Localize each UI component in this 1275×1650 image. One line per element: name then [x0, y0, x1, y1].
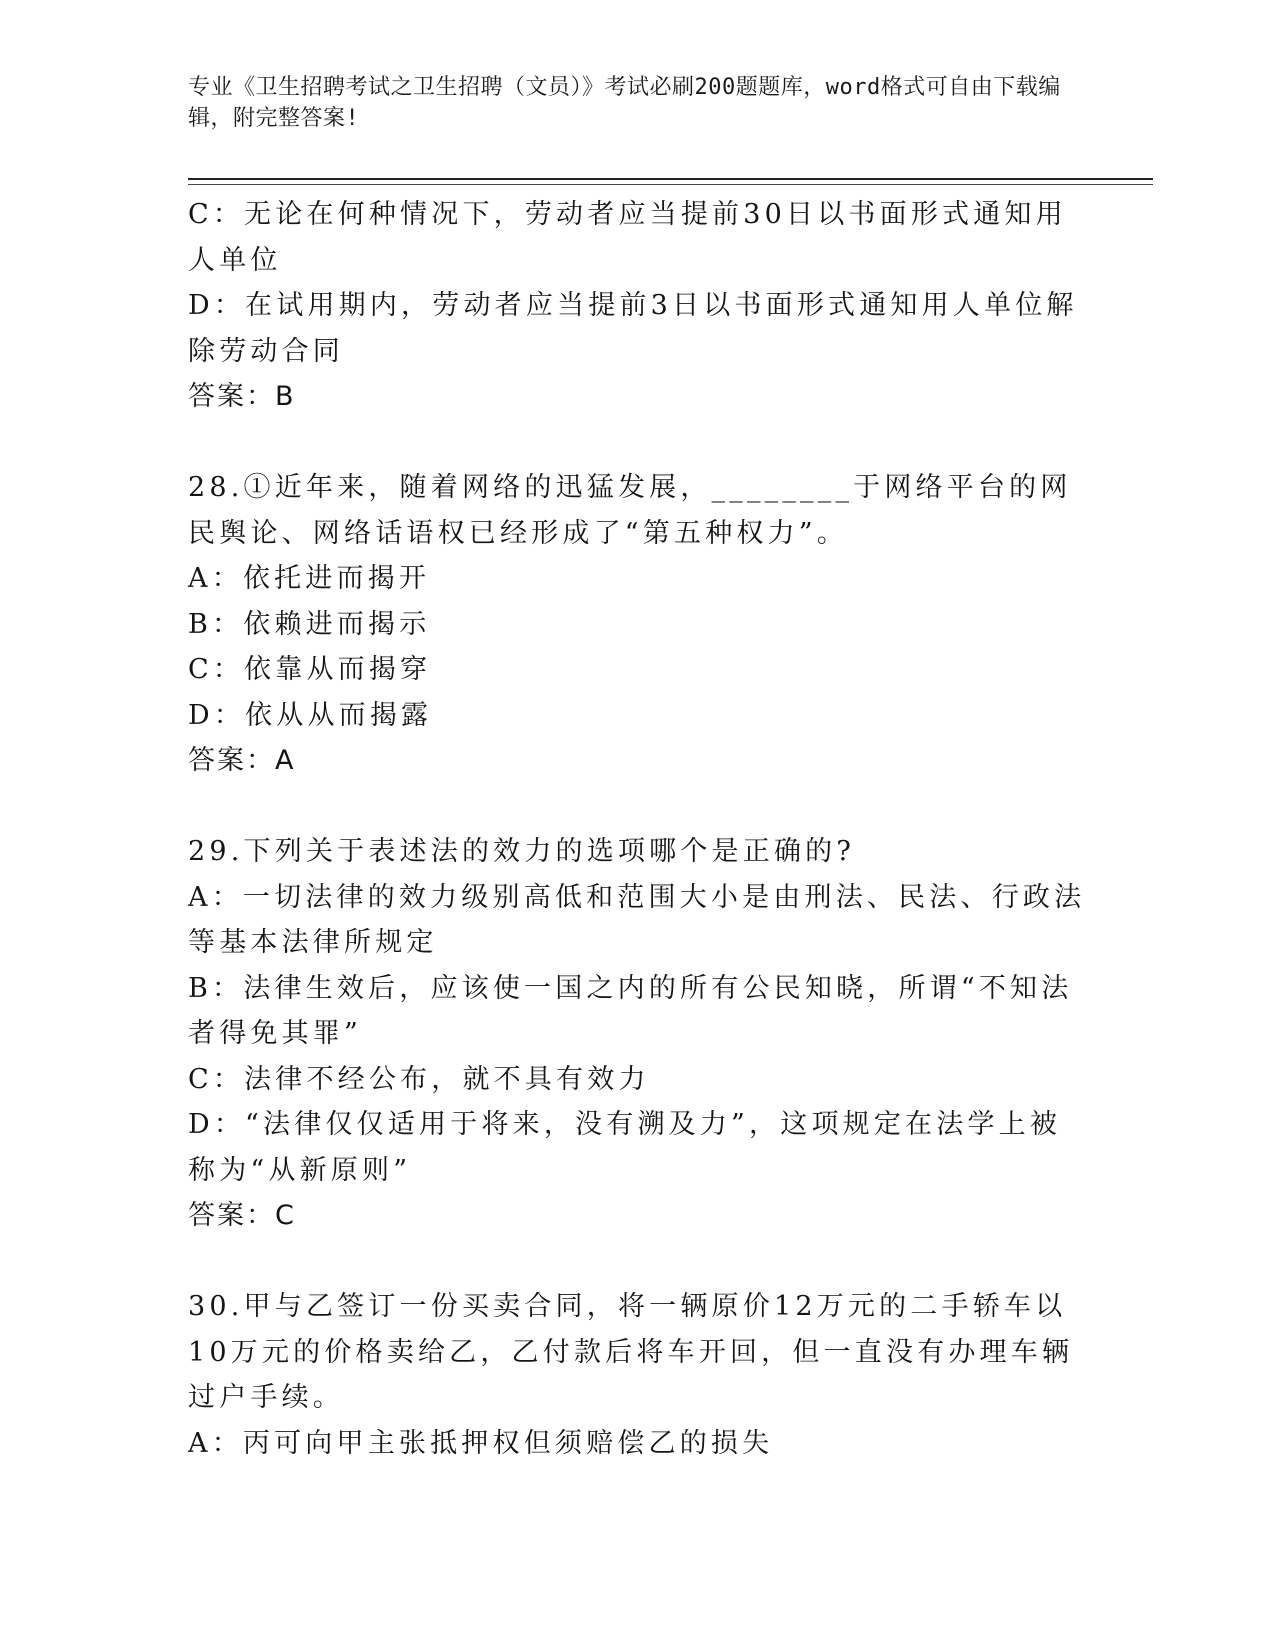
option-a: A：一切法律的效力级别高低和范围大小是由刑法、民法、行政法等基本法律所规定 [188, 881, 1086, 958]
question-stem-28: 28.①近年来，随着网络的迅猛发展，________于网络平台的网民舆论、网络话语权已经形成了“第五种权力”。 [188, 472, 1072, 549]
option-d: D：“法律仅仅适用于将来，没有溯及力”，这项规定在法学上被称为“从新原则” [188, 1109, 1062, 1186]
header-divider-thin [188, 184, 1153, 185]
question-content [188, 192, 1088, 1466]
spacer [188, 1239, 1088, 1285]
header-divider-thick [188, 178, 1153, 180]
option-a: A：丙可向甲主张抵押权但须赔偿乙的损失 [188, 1427, 774, 1459]
question-stem-29: 29.下列关于表述法的效力的选项哪个是正确的? [188, 836, 856, 867]
question-stem-30: 30.甲与乙签订一份买卖合同，将一辆原价12万元的二手轿车以10万元的价格卖给乙，乙付款后将车开回，但一直没有办理车辆过户手续。 [188, 1291, 1074, 1413]
option-a: A：依托进而揭开 [188, 563, 431, 594]
option-d: D：依从从而揭露 [188, 699, 433, 731]
spacer [188, 784, 1088, 830]
option-c: C：依靠从而揭穿 [188, 654, 432, 685]
spacer [188, 420, 1088, 466]
answer-line: 答案：C [188, 1200, 296, 1231]
answer-line: 答案：B [188, 381, 296, 412]
option-b: B：依赖进而揭示 [188, 608, 431, 640]
option-d: D：在试用期内，劳动者应当提前3日以书面形式通知用人单位解除劳动合同 [188, 290, 1078, 367]
option-b: B：法律生效后，应该使一国之内的所有公民知晓，所谓“不知法者得免其罪” [188, 972, 1073, 1049]
option-c: C：法律不经公布，就不具有效力 [188, 1063, 650, 1095]
answer-line: 答案：A [188, 745, 296, 776]
document-header: 专业《卫生招聘考试之卫生招聘（文员）》考试必刷200题题库，word格式可自由下载编辑，附完整答案! [188, 75, 1061, 131]
option-c: C：无论在何种情况下，劳动者应当提前30日以书面形式通知用人单位 [188, 199, 1067, 276]
